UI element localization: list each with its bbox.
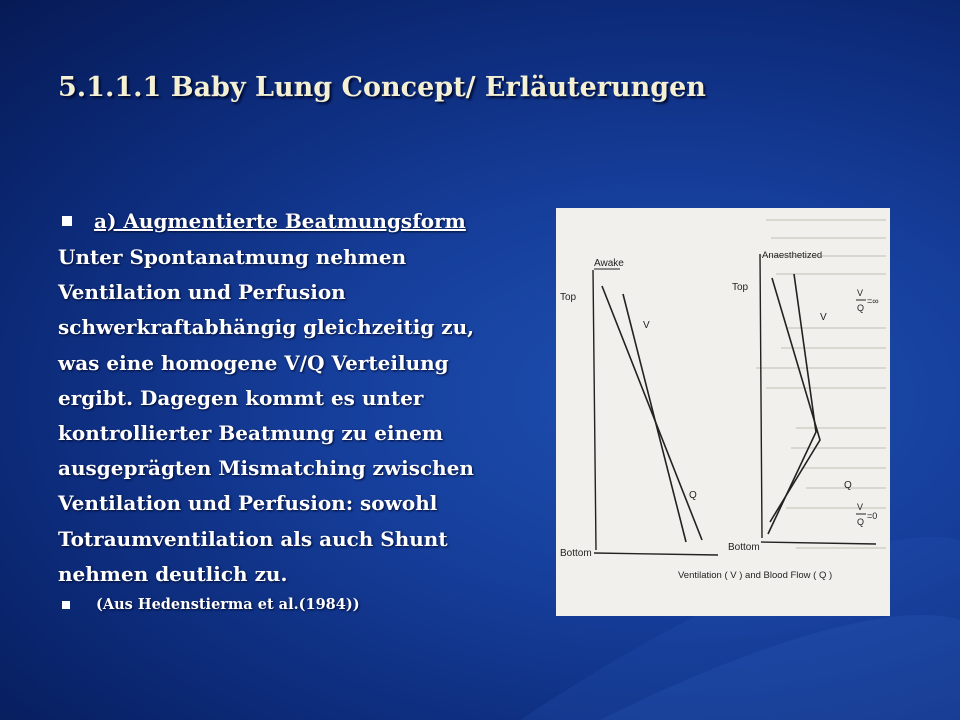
bullet-square-icon (62, 216, 72, 226)
awake-bottom-label: Bottom (560, 548, 592, 559)
bullet-heading (62, 209, 466, 233)
awake-v-line (623, 294, 686, 542)
anaesthetized-y-axis (760, 254, 762, 538)
awake-top-label: Top (560, 292, 577, 303)
paragraph-line: ergibt. Dagegen kommt es unter (58, 385, 424, 410)
anaesthetized-bottom-label: Bottom (728, 542, 760, 553)
paragraph-line: Totraumventilation als auch Shunt (58, 526, 448, 551)
paragraph-line: was eine homogene V/Q Verteilung (58, 350, 449, 375)
bullet-square-icon (62, 601, 70, 609)
vq-zero-q: Q (857, 517, 865, 527)
paragraph-line: Ventilation und Perfusion: sowohl (58, 491, 438, 516)
vq-diagram-figure (556, 208, 890, 616)
x-axis-label: Ventilation ( V ) and Blood Flow ( Q ) (678, 570, 833, 581)
vq-inf-q: Q (857, 303, 865, 313)
anaesthetized-v-label: V (820, 312, 827, 323)
slide-title: 5.1.1.1 Baby Lung Concept/ Erläuterungen (58, 72, 706, 103)
vq-zero-v: V (857, 502, 864, 512)
paragraph (58, 240, 474, 592)
paragraph-line: Ventilation und Perfusion (58, 280, 346, 305)
vq-inf-value: =∞ (867, 296, 879, 306)
paragraph-line: schwerkraftabhängig gleichzeitig zu, (58, 315, 475, 340)
paragraph-line: kontrollierter Beatmung zu einem (58, 421, 443, 446)
paragraph-line: Unter Spontanatmung nehmen (58, 245, 407, 269)
vq-inf-v: V (857, 288, 864, 298)
awake-v-label: V (643, 320, 650, 331)
awake-q-line (602, 286, 702, 540)
paragraph-line: nehmen deutlich zu. (58, 561, 288, 586)
awake-y-axis (593, 270, 596, 550)
paragraph-line: ausgeprägten Mismatching zwischen (58, 456, 474, 481)
vq-zero-value: =0 (867, 511, 878, 521)
anaesthetized-q-label: Q (844, 480, 852, 491)
awake-q-label: Q (689, 490, 697, 501)
awake-x-axis (594, 553, 718, 555)
anaesthetized-q-line (770, 278, 820, 522)
anaesthetized-x-axis (761, 542, 876, 544)
bullet-heading-text: a) Augmentierte Beatmungsform (94, 209, 466, 233)
anaesthetized-top-label: Top (732, 282, 749, 293)
awake-label: Awake (594, 258, 624, 269)
anaesthetized-label: Anaesthetized (762, 250, 823, 261)
source-bullet (62, 596, 360, 613)
source-note: (Aus Hedenstierma et al.(1984)) (96, 596, 360, 613)
vq-diagram (556, 208, 890, 616)
